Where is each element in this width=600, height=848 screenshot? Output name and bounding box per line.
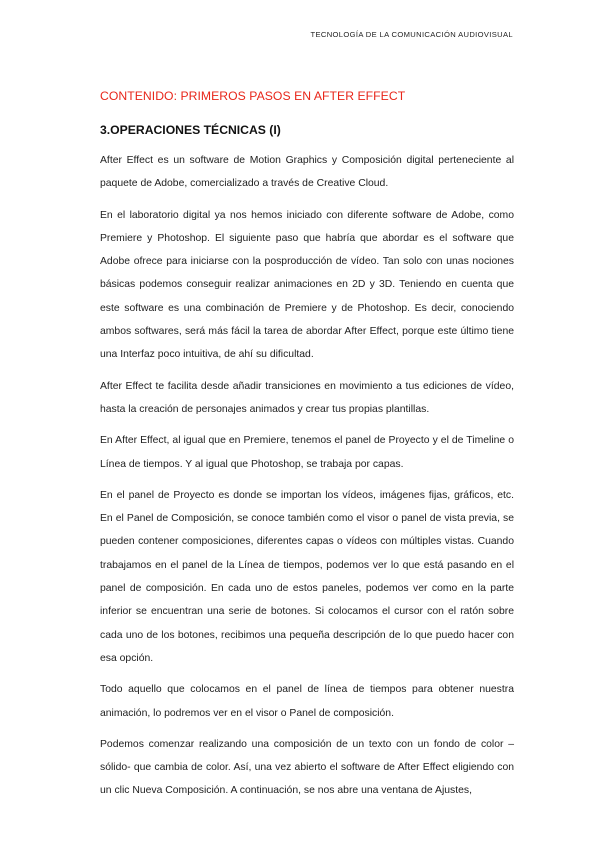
body-text [100, 149, 514, 811]
paragraph-composition: Podemos comenzar realizando una composición de un texto con un fondo de color –sólido- que cambia de color. Así, una vez abierto el software de After Effect eligiendo con un clic Nueva Composición. A continuación, se nos abre una ventana de Ajustes, [100, 738, 514, 797]
paragraph-panels: En After Effect, al igual que en Premiere, tenemos el panel de Proyecto y el de Timeline o Línea de tiempos. Y al igual que Photoshop, se trabaja por capas. [100, 435, 514, 470]
paragraph-timeline: Todo aquello que colocamos en el panel de línea de tiempos para obtener nuestra animación, lo podremos ver en el visor o Panel de composición. [100, 684, 514, 719]
paragraph-project-panel: En el panel de Proyecto es donde se importan los vídeos, imágenes fijas, gráficos, etc. En el Panel de Composición, se conoce también como el visor o panel de vista previa, se pueden contener composiciones, diferentes capas o vídeos con múltiples vistas. Cuando trabajamos en el panel de la Línea de tiempos, podemos ver lo que está pasando en el panel de composición. En cada uno de estos paneles, podemos ver como en la parte inferior se encuentran una serie de botones. Si colocamos el cursor con el ratón sobre cada uno de los botones, recibimos una pequeña descripción de lo que puedo hacer con esa opción. [100, 489, 514, 664]
running-header: TECNOLOGÍA DE LA COMUNICACIÓN AUDIOVISUAL [310, 30, 513, 39]
subsection-title: 3.OPERACIONES TÉCNICAS (I) [100, 123, 281, 137]
paragraph-transitions: After Effect te facilita desde añadir transiciones en movimiento a tus ediciones de vídeo, hasta la creación de personajes animados y crear tus propias plantillas. [100, 380, 514, 415]
paragraph-intro: After Effect es un software de Motion Graphics y Composición digital perteneciente al paquete de Adobe, comercializado a través de Creative Cloud. [100, 155, 514, 190]
section-title: CONTENIDO: PRIMEROS PASOS EN AFTER EFFECT [100, 89, 406, 103]
paragraph-laboratory: En el laboratorio digital ya nos hemos iniciado con diferente software de Adobe, como Premiere y Photoshop. El siguiente paso que habría que abordar es el software que Adobe ofrece para iniciarse con la posproducción de vídeo. Tan solo con unas nociones básicas podemos conseguir realizar animaciones en 2D y 3D. Teniendo en cuenta que este software es una combinación de Premiere y de Photoshop. Es decir, conociendo ambos softwares, será más fácil la tarea de abordar After Effect, porque este último tiene una Interfaz poco intuitiva, de ahí su dificultad. [100, 209, 514, 361]
